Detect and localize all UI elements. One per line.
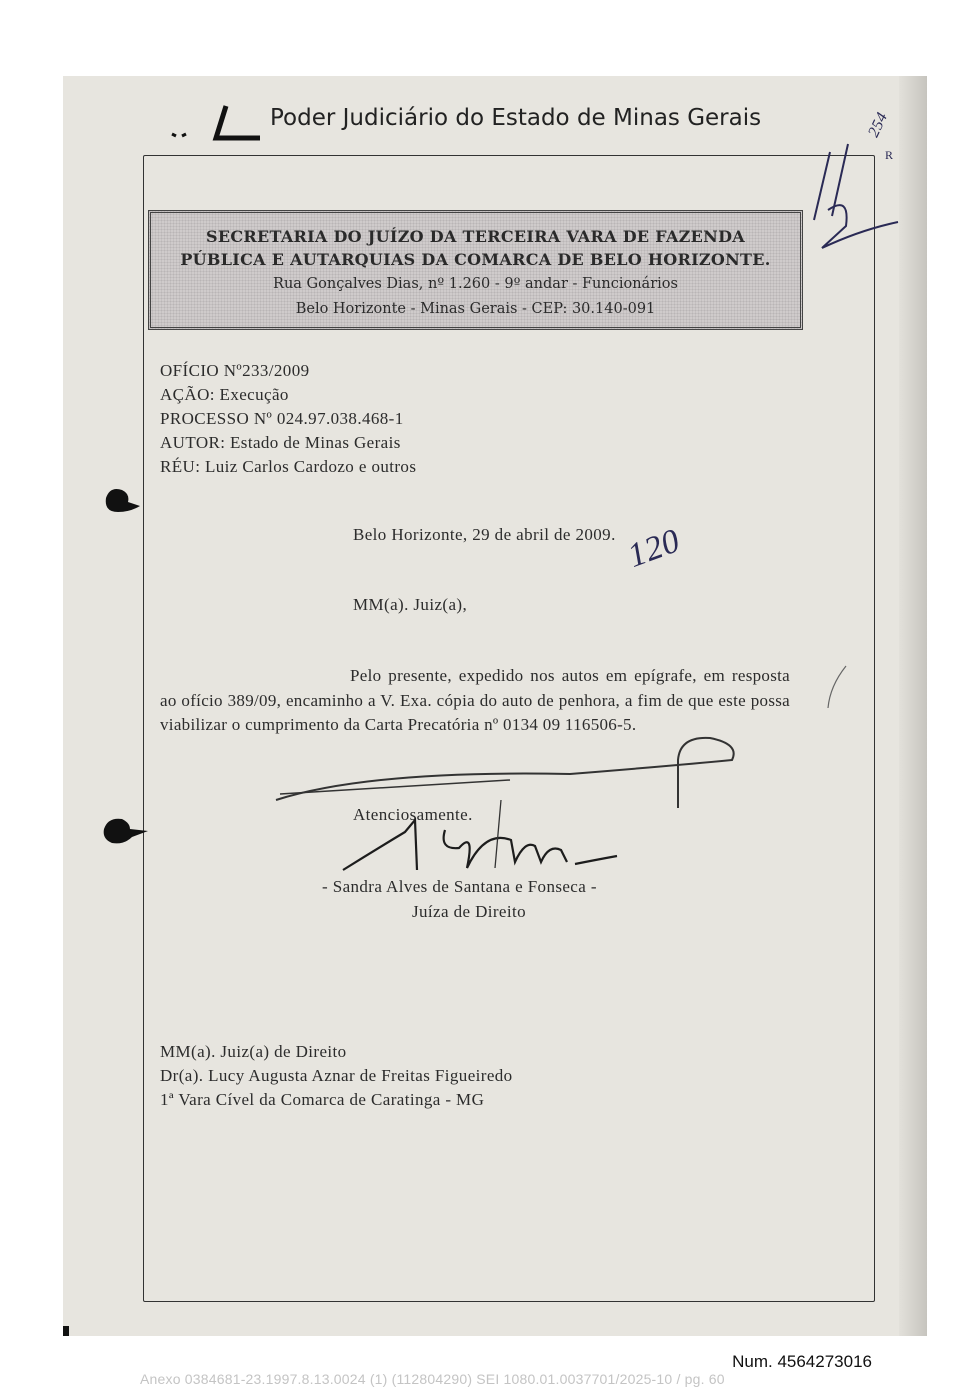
recipient-title: MM(a). Juiz(a) de Direito [160, 1042, 347, 1061]
folio-mark-icon [800, 140, 900, 260]
place-date: Belo Horizonte, 29 de abril de 2009. [353, 525, 616, 544]
signer-title: Juíza de Direito [412, 902, 527, 921]
letter-body [160, 664, 790, 738]
action-type: AÇÃO: Execução [160, 385, 289, 404]
punch-hole-icon [100, 815, 150, 847]
court-city-line: Belo Horizonte - Minas Gerais - CEP: 30.140-091 [295, 301, 656, 317]
scan-artifact [63, 1326, 69, 1336]
process-number: PROCESSO Nº 024.97.038.468-1 [160, 409, 404, 428]
court-address-line: Rua Gonçalves Dias, nº 1.260 - 9º andar - Funcionários [273, 276, 678, 292]
recipient-name: Dr(a). Lucy Augusta Aznar de Freitas Figueiredo [160, 1066, 513, 1085]
court-name-line-2: PÚBLICA E AUTARQUIAS DA COMARCA DE BELO HORIZONTE. [180, 250, 771, 269]
letterhead-title: Poder Judiciário do Estado de Minas Gerais [270, 105, 762, 131]
closing: Atenciosamente. [353, 805, 473, 824]
page-number-annotation: 254 [865, 109, 892, 140]
margin-mark-icon [822, 660, 852, 720]
signature-icon [335, 790, 635, 880]
salutation: MM(a). Juiz(a), [353, 595, 468, 614]
punch-hole-icon [100, 484, 145, 516]
handwritten-number-annotation: 120 [623, 522, 685, 575]
letter-body-text: Pelo presente, expedido nos autos em epígrafe, em resposta ao ofício 389/09, encaminho a V. Exa. cópia do auto de penhora, a fim de que este possa viabilizar o cumprimento da Carta Precatória nº 0134 09 116506-5. [160, 666, 790, 734]
court-name-line-1: SECRETARIA DO JUÍZO DA TERCEIRA VARA DE FAZENDA [206, 227, 745, 246]
recipient-court: 1ª Vara Cível da Comarca de Caratinga - MG [160, 1090, 485, 1109]
document-metadata: Anexo 0384681-23.1997.8.13.0024 (1) (112804290) SEI 1080.01.0037701/2025-10 / pg. 60 [140, 1371, 725, 1387]
oficio-number: OFÍCIO Nº233/2009 [160, 361, 310, 380]
letterhead-mark-icon [168, 100, 268, 150]
plaintiff: AUTOR: Estado de Minas Gerais [160, 433, 401, 452]
signer-name: - Sandra Alves de Santana e Fonseca - [322, 877, 597, 896]
court-header-box [148, 210, 803, 330]
page-edge-shadow [899, 76, 927, 1336]
initial-annotation: R [885, 148, 894, 162]
document-number: Num. 4564273016 [732, 1352, 872, 1371]
defendant: RÉU: Luiz Carlos Cardozo e outros [160, 457, 417, 476]
